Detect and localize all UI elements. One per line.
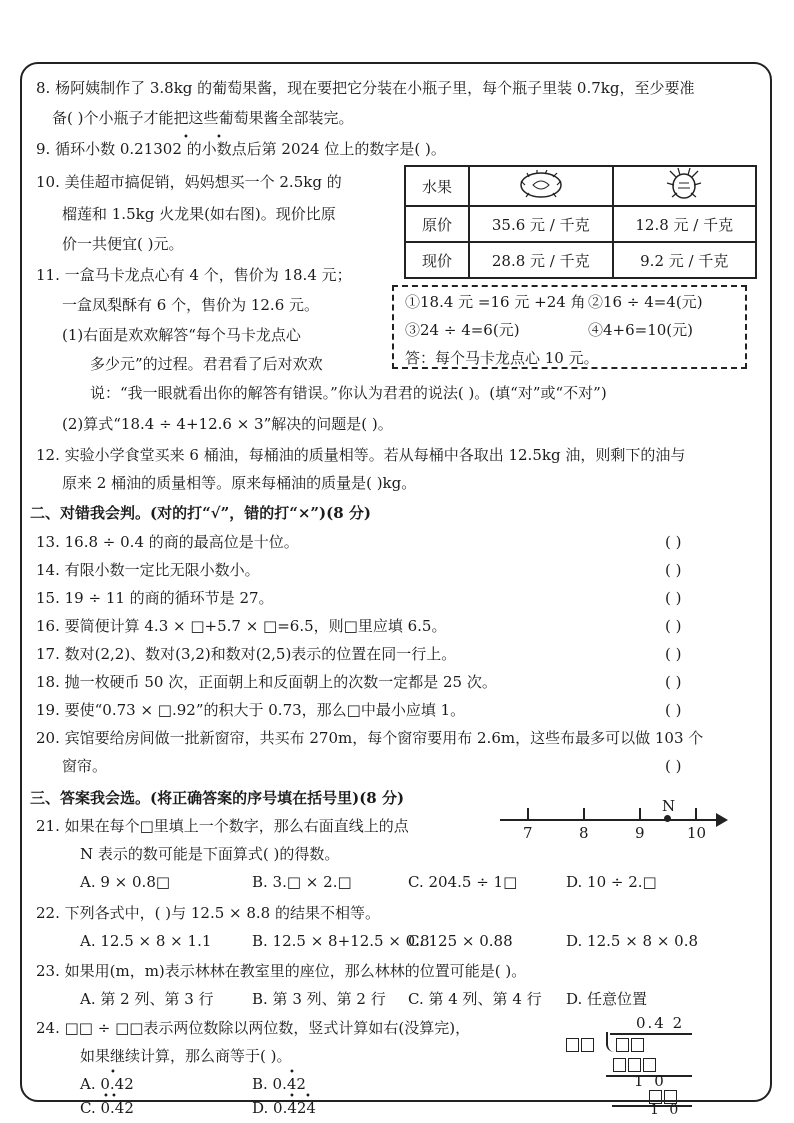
section3-title: 三、答案我会选。(将正确答案的序号填在括号里)(8 分) xyxy=(30,789,405,807)
division-quotient: 0.4 2 xyxy=(636,1014,685,1032)
answer-paren[interactable]: ( ) xyxy=(665,673,682,691)
division-remainder-1: 1 0 xyxy=(634,1072,667,1090)
q11-line2: 一盒凤梨酥有 6 个，售价为 12.6 元。 xyxy=(62,296,320,314)
fruit-price-table xyxy=(404,165,757,279)
q10-line1: 10. 美佳超市搞促销，妈妈想买一个 2.5kg 的 xyxy=(36,173,342,191)
divisor-boxes xyxy=(565,1036,595,1055)
tick-label-9: 9 xyxy=(635,824,645,842)
q24-option-c: C. 0.42 xyxy=(80,1099,134,1117)
answer-paren[interactable]: ( ) xyxy=(665,617,682,635)
q11-line1: 11. 一盒马卡龙点心有 4 个，售价为 18.4 元； xyxy=(36,266,352,284)
number-line-arrow xyxy=(716,813,728,827)
number-line xyxy=(500,819,720,821)
q9-text: 9. 循环小数 0.21302 的小数点后第 2024 位上的数字是( )。 xyxy=(36,140,446,158)
answer-paren[interactable]: ( ) xyxy=(665,561,682,579)
table-header: 水果 xyxy=(405,166,469,206)
row-label-original: 原价 xyxy=(405,206,469,242)
q23-line1: 23. 如果用(m，m)表示林林在教室里的座位，那么林林的位置可能是( )。 xyxy=(36,962,527,980)
answer-paren[interactable]: ( ) xyxy=(665,589,682,607)
q21-line2: N 表示的数可能是下面算式( )的得数。 xyxy=(80,845,340,863)
q23-option-a: A. 第 2 列、第 3 行 xyxy=(80,990,214,1008)
q23-option-d: D. 任意位置 xyxy=(566,990,648,1008)
solution-step-3: ③24 ÷ 4=6(元) xyxy=(405,321,520,339)
q11-p1-line1: (1)右面是欢欢解答“每个马卡龙点心 xyxy=(62,326,301,344)
q22-option-b: B. 12.5 × 8+12.5 × 0.8 xyxy=(252,932,430,950)
tick-10 xyxy=(695,808,697,820)
tick-7 xyxy=(527,808,529,820)
repeat-dot: • xyxy=(216,132,222,143)
dragon-original-price: 12.8 元 / 千克 xyxy=(613,206,757,242)
q18: 18. 抛一枚硬币 50 次，正面朝上和反面朝上的次数一定都是 25 次。 xyxy=(36,673,497,691)
q21-option-c: C. 204.5 ÷ 1□ xyxy=(408,873,518,891)
row-label-now: 现价 xyxy=(405,242,469,278)
repeat-dot: • xyxy=(183,132,189,143)
q11-p1-line3: 说：“我一眼就看出你的解答有错误。”你认为君君的说法( )。(填“对”或“不对”) xyxy=(90,384,607,402)
q8-line2: 备( )个小瓶子才能把这些葡萄果酱全部装完。 xyxy=(52,109,354,127)
q24-option-a: A. 0.42 xyxy=(80,1075,134,1093)
q21-option-d: D. 10 ÷ 2.□ xyxy=(566,873,657,891)
division-remainder-2: 1 0 xyxy=(650,1102,682,1118)
durian-original-price: 35.6 元 / 千克 xyxy=(469,206,613,242)
repeat-dot: • xyxy=(289,1091,295,1102)
answer-paren[interactable]: ( ) xyxy=(665,533,682,551)
q16: 16. 要简便计算 4.3 × □+5.7 × □=6.5，则□里应填 6.5。 xyxy=(36,617,447,635)
tick-label-10: 10 xyxy=(687,824,707,842)
q23-option-c: C. 第 4 列、第 4 行 xyxy=(408,990,542,1008)
division-bracket xyxy=(606,1032,614,1052)
answer-paren[interactable]: ( ) xyxy=(665,645,682,663)
q22-option-a: A. 12.5 × 8 × 1.1 xyxy=(80,932,212,950)
durian-icon xyxy=(469,166,613,206)
repeat-dot: • xyxy=(289,1067,295,1078)
q15: 15. 19 ÷ 11 的商的循环节是 27。 xyxy=(36,589,274,607)
q24-option-b: B. 0.42 xyxy=(252,1075,306,1093)
q23-option-b: B. 第 3 列、第 2 行 xyxy=(252,990,386,1008)
q11-p2: (2)算式“18.4 ÷ 4+12.6 × 3”解决的问题是( )。 xyxy=(62,415,393,433)
q22-line1: 22. 下列各式中，( )与 12.5 × 8.8 的结果不相等。 xyxy=(36,904,380,922)
q8-line1: 8. 杨阿姨制作了 3.8kg 的葡萄果酱，现在要把它分装在小瓶子里，每个瓶子里装 0.7kg，至少要准 xyxy=(36,79,695,97)
q21-line1: 21. 如果在每个□里填上一个数字，那么右面直线上的点 xyxy=(36,817,409,835)
solution-answer: 答：每个马卡龙点心 10 元。 xyxy=(405,349,599,367)
durian-now-price: 28.8 元 / 千克 xyxy=(469,242,613,278)
solution-step-2: ②16 ÷ 4=4(元) xyxy=(588,293,703,311)
q24-option-d: D. 0.424 xyxy=(252,1099,316,1117)
dragonfruit-icon xyxy=(613,166,757,206)
q19: 19. 要使“0.73 × □.92”的积大于 0.73，那么□中最小应填 1。 xyxy=(36,701,466,719)
q20-line1: 20. 宾馆要给房间做一批新窗帘，共买布 270m，每个窗帘要用布 2.6m，这些布最多可以做 103 个 xyxy=(36,729,704,747)
repeat-dot: • xyxy=(103,1091,109,1102)
solution-step-1: ①18.4 元 =16 元 +24 角 xyxy=(405,293,586,311)
q12-line2: 原来 2 桶油的质量相等。原来每桶油的质量是( )kg。 xyxy=(62,474,417,492)
tick-8 xyxy=(583,808,585,820)
q12-line1: 12. 实验小学食堂买来 6 桶油，每桶油的质量相等。若从每桶中各取出 12.5kg 油，则剩下的油与 xyxy=(36,446,686,464)
point-n xyxy=(664,815,671,822)
q10-line3: 价一共便宜( )元。 xyxy=(62,235,184,253)
answer-paren[interactable]: ( ) xyxy=(665,757,682,775)
q22-option-d: D. 12.5 × 8 × 0.8 xyxy=(566,932,699,950)
repeat-dot: • xyxy=(111,1091,117,1102)
tick-9 xyxy=(639,808,641,820)
dividend-boxes xyxy=(615,1036,645,1055)
point-n-label: N xyxy=(662,797,676,815)
tick-label-8: 8 xyxy=(579,824,589,842)
q22-option-c: C. 125 × 0.88 xyxy=(408,932,513,950)
q24-line2: 如果继续计算，那么商等于( )。 xyxy=(80,1047,292,1065)
tick-label-7: 7 xyxy=(523,824,533,842)
dragon-now-price: 9.2 元 / 千克 xyxy=(613,242,757,278)
q24-line1: 24. □□ ÷ □□表示两位数除以两位数，竖式计算如右(没算完)， xyxy=(36,1019,471,1037)
repeat-dot: • xyxy=(110,1067,116,1078)
division-bar xyxy=(610,1033,692,1035)
section2-title: 二、对错我会判。(对的打“√”，错的打“×”)(8 分) xyxy=(30,504,371,522)
solution-step-4: ④4+6=10(元) xyxy=(588,321,694,339)
q21-option-b: B. 3.□ × 2.□ xyxy=(252,873,352,891)
q10-line2: 榴莲和 1.5kg 火龙果(如右图)。现价比原 xyxy=(62,205,336,223)
repeat-dot: • xyxy=(305,1091,311,1102)
q13: 13. 16.8 ÷ 0.4 的商的最高位是十位。 xyxy=(36,533,299,551)
q21-option-a: A. 9 × 0.8□ xyxy=(80,873,171,891)
q11-p1-line2: 多少元”的过程。君君看了后对欢欢 xyxy=(90,355,323,373)
answer-paren[interactable]: ( ) xyxy=(665,701,682,719)
q17: 17. 数对(2,2)、数对(3,2)和数对(2,5)表示的位置在同一行上。 xyxy=(36,645,457,663)
q20-line2: 窗帘。 xyxy=(62,757,108,775)
q14: 14. 有限小数一定比无限小数小。 xyxy=(36,561,260,579)
